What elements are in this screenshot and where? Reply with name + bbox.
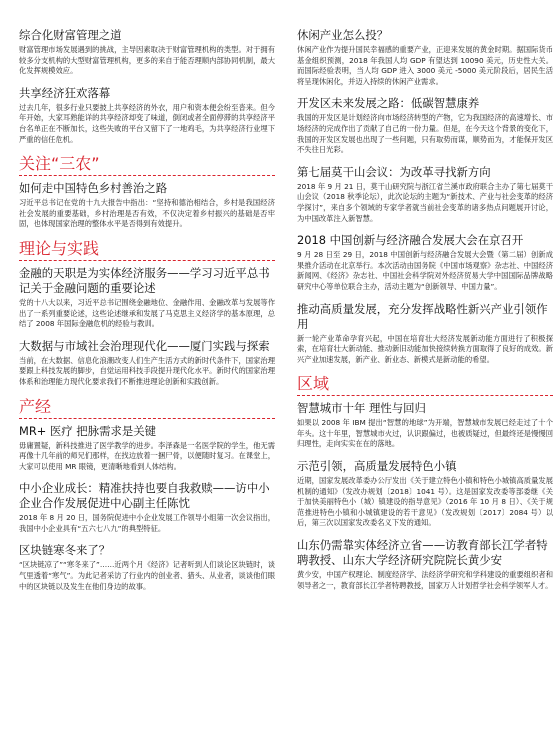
article-title[interactable]: MR+ 医疗 把脉需求是关键 [19, 423, 157, 438]
article-title[interactable]: 如何走中国特色乡村善治之路 [19, 181, 168, 196]
article-summary: 休闲产业作为提升国民幸福感的重要产业，正迎来发展的黄金时期。据国际货币基金组织预测，2018 年我国人均 GDP 有望达到 10090 美元，历史性大关。而国际经验表明，当人均 GDP 进入 3000 美元 -5000 美元阶段后，居民生活将呈现休闲化，并迈入持续的休闲产业需求。 [297, 45, 553, 86]
article-title[interactable]: 大数据与市域社会治理现代化——厦门实践与探索 [19, 338, 270, 353]
article-title[interactable]: 示范引领，高质量发展特色小镇 [297, 459, 457, 474]
article-summary: 如果以 2008 年 IBM 提出“智慧的地球”为开端，智慧城市发展已经走过了十个年头。这十年里，智慧城市火过，认识跟偏过，也被质疑过，但最终还是慢慢回归理性，走向实实在在的落地。 [297, 418, 553, 449]
article-entry [19, 28, 275, 77]
right-column [297, 28, 553, 600]
article-title[interactable]: 山东仍需靠实体经济立省——访教育部长江学者特聘教授、山东大学经济研究院院长黄少安 [297, 538, 548, 568]
article-entry [19, 86, 275, 145]
article-summary: “区块链凉了”“寒冬来了”……近两个月《经济》记者听到人们谈论区块链时，谈气里透着“寒气”。为此记者采访了行业内的创业者、猎头、从业者，谈谈他们眼中的区块链以及发生在他们身边的故事。 [19, 560, 275, 591]
article-summary: 2018 年 9 月 21 日，莫干山研究院与浙江省兰溪市政府联合主办了第七届莫干山会议（2018 秋季论坛），此次论坛的主题为“新技术、产业与社会变革的经济学探讨”，来自多个领域的专家学者就当前社会变革的诸多热点问题展开讨论，为中国改革注入新智慧。 [297, 181, 553, 223]
article-entry [297, 459, 553, 529]
article-title[interactable]: 开发区未来发展之路：低碳智慧康养 [297, 96, 480, 111]
article-title[interactable]: 休闲产业怎么投？ [297, 28, 389, 42]
article-summary: 黄少安，中国产权理论、制度经济学、法经济学研究和学科建设的重要组织者和领导者之一，教育部长江学者特聘教授，国家万人计划哲学社会科学领军人才。 [297, 570, 553, 590]
article-summary: 党的十八大以来，习近平总书记围绕金融地位、金融作用、金融改革与发展等作出了一系列重要论述，这些论述继承和发展了马克思主义经济学的基本原理，总结了 2008 年国际金融危机的经验与教训。 [19, 297, 275, 329]
article-title[interactable]: 第七届莫干山会议：为改革寻找新方向 [297, 164, 491, 179]
article-summary: 新一轮产业革命孕育兴起，中国在培育壮大经济发展新动能方面进行了积极探索，在培育壮大新动能、推动新旧动能加快接续转换方面取得了良好的成效。新兴产业加速发展，新产业、新业态、新模式是新动能的希望。 [297, 333, 553, 364]
article-entry [297, 96, 553, 155]
article-entry [19, 339, 275, 388]
article-summary: 过去几年，很多行业只要披上共享经济的外衣，用户和资本便会纷至沓来。但今年开始，大家耳熟能详的共享经济却变了味道，倒闭或者全面停滞的共享经济平台名单正在不断加长，这些失败的平台又留下了一地鸡毛，为共享经济行业埋下严重的信任危机。 [19, 102, 275, 144]
article-title[interactable]: 2018 中国创新与经济融合发展大会在京召开 [297, 233, 524, 248]
article-summary: 财富管理市场发展遇到的挑战，主导因素取决于财富管理机构的类型。对于拥有较多分支机构的大型财富管理机构，更多的来自于能否理顺内部协同机制，最大化发挥规模效应。 [19, 45, 275, 76]
article-entry [297, 165, 553, 224]
section-divider [19, 418, 275, 419]
article-summary: 习近平总书记在党的十九大报告中指出：“坚持和德治相结合，乡村是我国经济社会发展的重要基础，乡村治理是否有效，不仅决定着乡村振兴的基础是否牢固，也体现国家治理的整体水平是否得到有效提升。 [19, 198, 275, 229]
article-entry [297, 302, 553, 366]
article-title[interactable]: 区块链寒冬来了？ [19, 543, 111, 558]
section-divider [19, 260, 275, 261]
article-title[interactable]: 金融的天职是为实体经济服务——学习习近平总书记关于金融问题的重要论述 [19, 265, 270, 295]
article-summary: 毋庸置疑，新科技推进了医学教学的进步。李泽森是一名医学院的学生，他无需再像十几年前的师兄们那样，在找边放着一捆尸骨，以便随时复习。在课堂上，大家可以使用 MR 眼镜，更清晰地看到人体结构。 [19, 440, 275, 471]
article-entry [297, 233, 553, 292]
left-column [19, 28, 275, 601]
article-entry [19, 481, 275, 534]
section-heading: 理论与实践 [19, 238, 100, 258]
article-entry [19, 543, 275, 592]
article-entry [297, 538, 553, 591]
article-entry [297, 28, 553, 87]
article-entry [297, 401, 553, 450]
section-heading: 产经 [19, 396, 52, 416]
article-title[interactable]: 共享经济狂欢落幕 [19, 85, 111, 100]
article-summary: 2018 年 8 月 20 日，国务院促进中小企业发展工作领导小组第一次会议指出，我国中小企业具有“五六七八九”的典型特征。 [19, 513, 275, 533]
article-summary: 我国的开发区是计划经济向市场经济转型的产物，它为我国经济的高速增长、市场经济的完成作出了贡献了自己的一份力量。但是，在今天这个背景的变化下，我国的开发区发展也出现了一些问题，只有取势而谋，顺势而为，才能保开发区不失往日光彩。 [297, 113, 553, 155]
article-entry [19, 181, 275, 230]
article-summary: 当前，在大数据、信息化浪潮改变人们生产生活方式的新时代条件下，国家治理要跟上科技发展的脚步，自觉运用科技手段提升现代化水平。新时代的国家治理体系和治理能力现代化要求我们不断推进理论创新和实践创新。 [19, 355, 275, 386]
article-entry [19, 424, 275, 473]
article-title[interactable]: 综合化财富管理之道 [19, 28, 122, 42]
section-heading: 区域 [297, 374, 330, 394]
article-entry [19, 266, 275, 330]
section-divider [19, 175, 275, 176]
section-divider [297, 395, 553, 396]
article-summary: 9 月 28 日至 29 日，2018 中国创新与经济融合发展大会暨（第二届）创新成果推介活动在北京举行。本次活动由国务院《中国市场观察》杂志社、中国经济新闻网、《经济》杂志社、中国社会科学院对外经济贸易大学中国国际品牌战略研究中心等单位联合主办，活动主题为“创新领导、中国力量”。 [297, 250, 553, 291]
article-summary: 近期，国家发展改革委办公厅发出《关于建立特色小镇和特色小城镇高质量发展机制的通知》（发改办规划〔2018〕1041 号）。这是国家发改委等部委继《关于加快美丽特色小（城）镇建设的指导意见》（2016 年 10 月 8 日）、《关于规范推进特色小镇和小城镇建设的若干意见》（发改规划〔2017〕2084 号）以后，第三次以国家发改委名义下发的通知。 [297, 476, 553, 528]
article-title[interactable]: 推动高质量发展，充分发挥战略性新兴产业引领作用 [297, 301, 548, 331]
section-heading: 关注“三农” [19, 154, 100, 174]
article-title[interactable]: 中小企业成长：精准扶持也要自我救赎——访中小企业合作发展促进中心副主任陈忱 [19, 481, 270, 511]
article-title[interactable]: 智慧城市十年 理性与回归 [297, 401, 426, 416]
